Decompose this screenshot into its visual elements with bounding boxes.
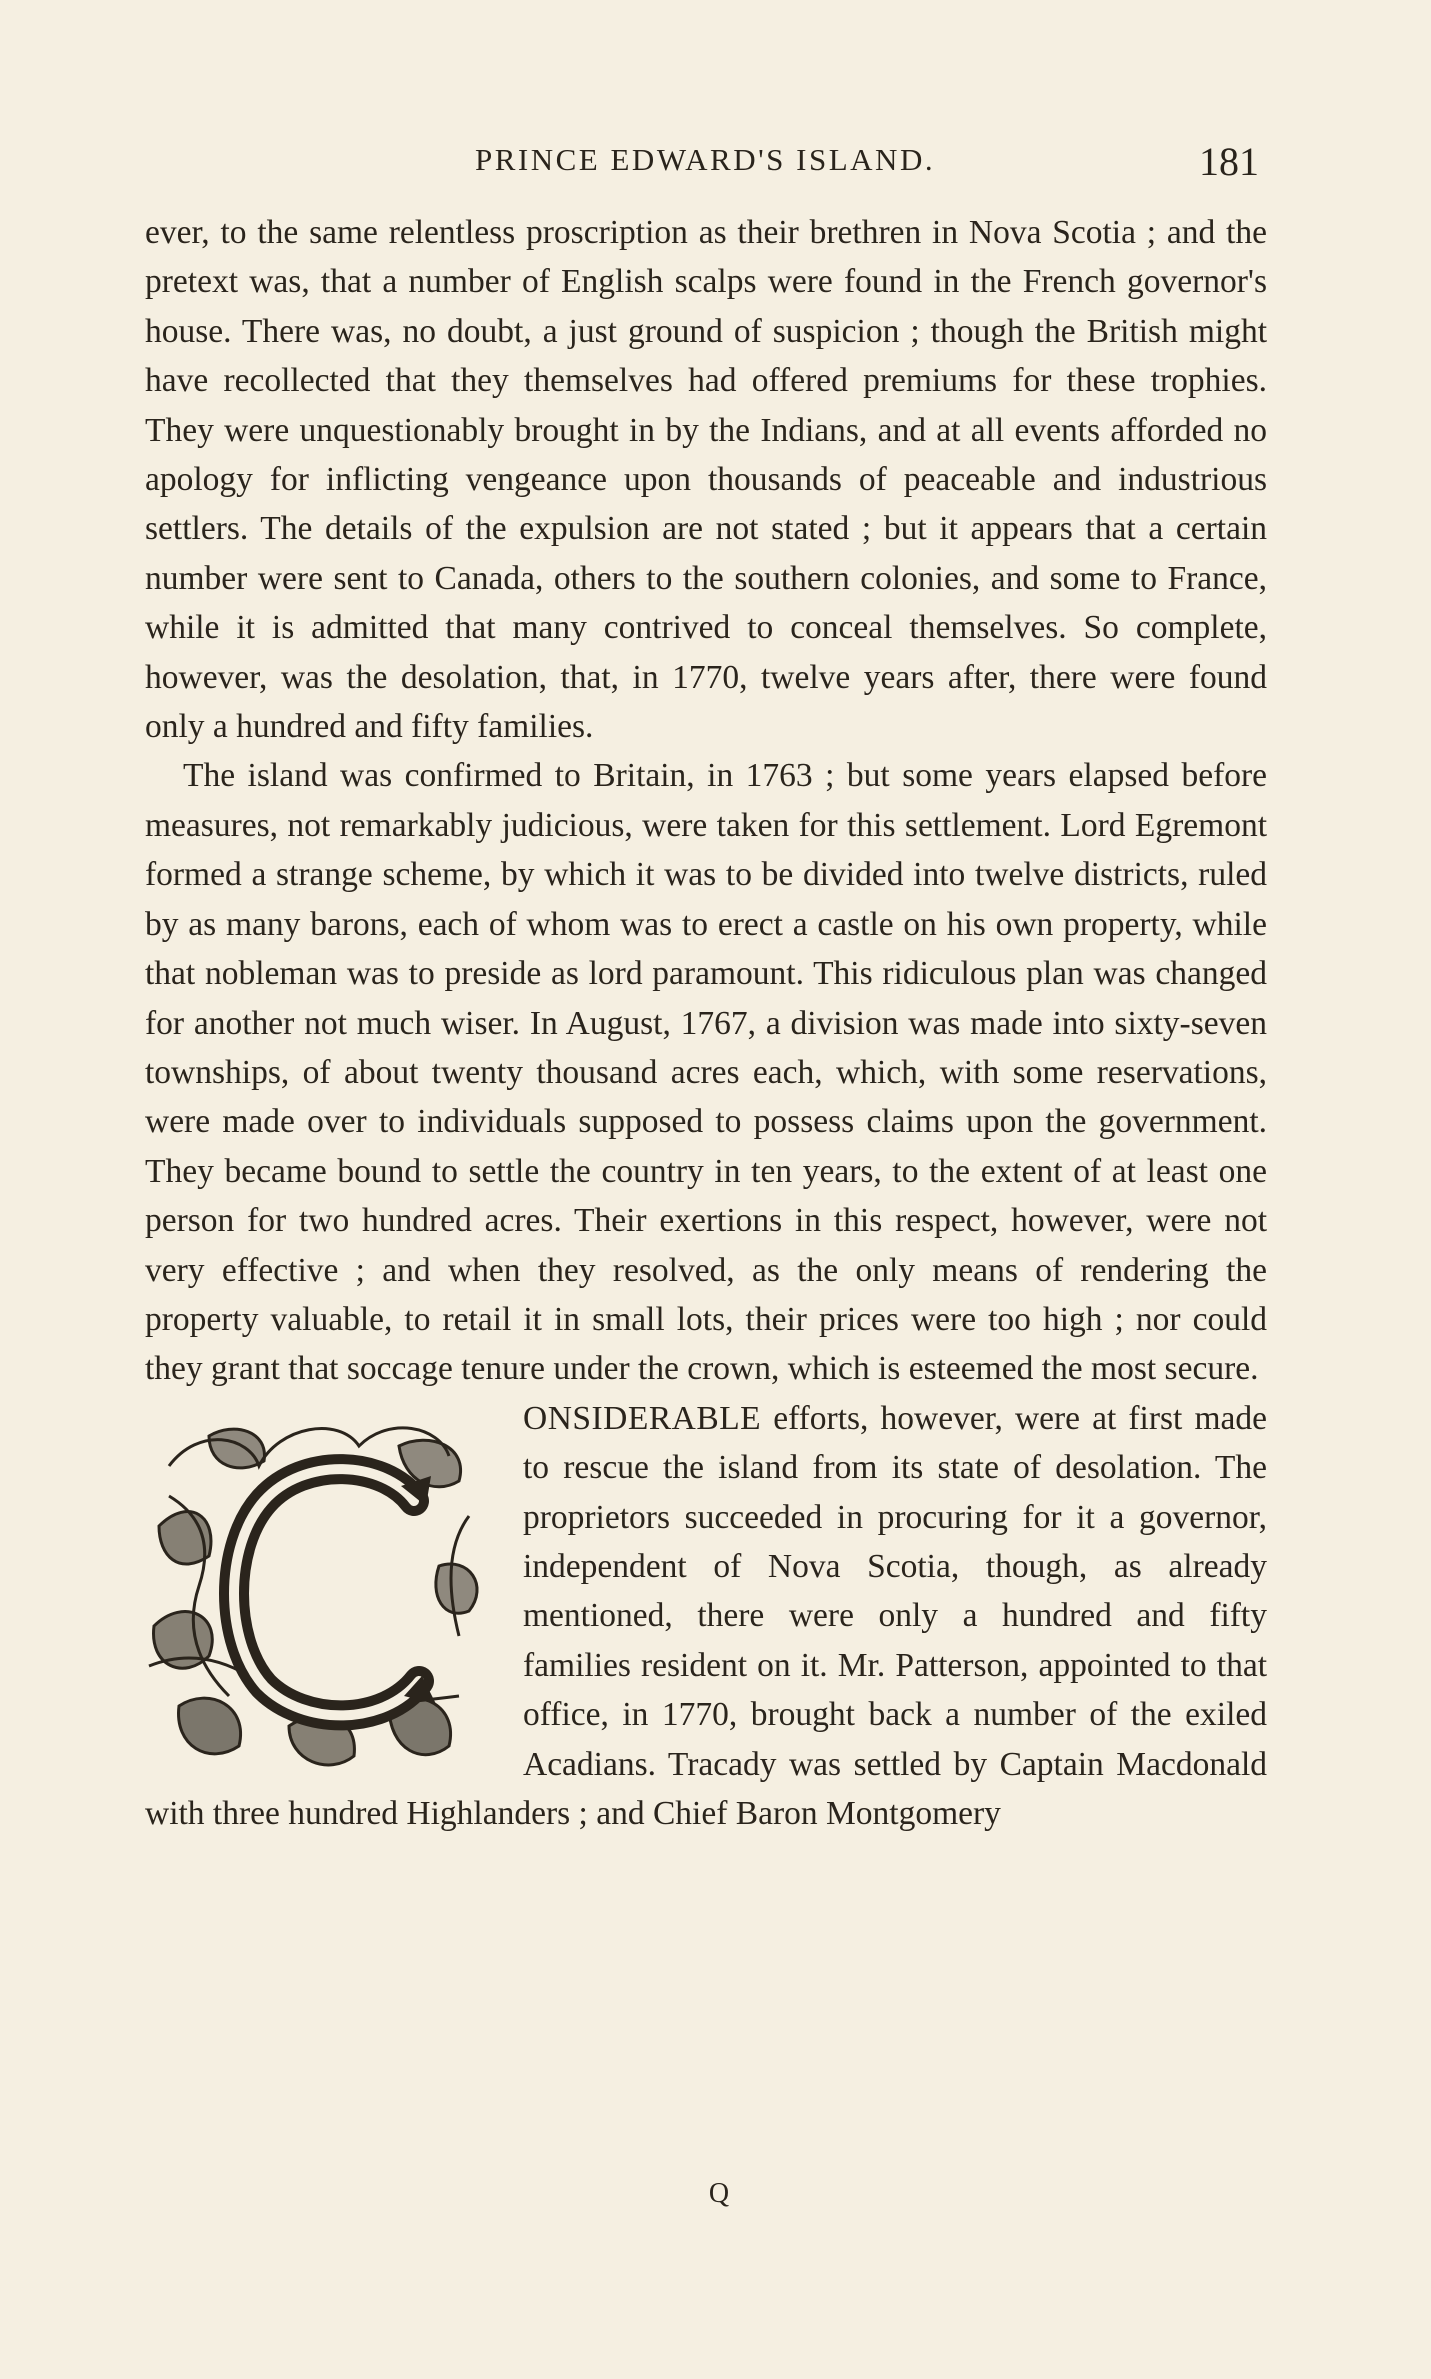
ornamental-initial-c-icon [139, 1406, 509, 1781]
running-head [145, 138, 1265, 188]
paragraph-1: ever, to the same relentless proscription as their brethren in Nova Scotia ; and the pretext was, that a number of English scalps were found in the French governor's house. There was, no doubt, a just ground of suspicion ; though the British might have recollected that they themselves had offered premiums for these trophies. They were unquestionably brought in by the Indians, and at all events afforded no apology for inflicting vengeance upon thousands of peaceable and industrious settlers. The details of the expulsion are not stated ; but it appears that a certain number were sent to Canada, others to the southern colonies, and some to France, while it is admitted that many contrived to conceal themselves. So complete, however, was the desolation, that, in 1770, twelve years after, there were found only a hundred and fifty families. [145, 214, 1267, 746]
paragraph-3 [145, 1394, 1267, 1839]
body-text [145, 208, 1267, 1838]
initial-word: ONSIDERABLE [523, 1399, 762, 1437]
page-number: 181 [1199, 139, 1259, 184]
paragraph-2: The island was confirmed to Britain, in 1763 ; but some years elapsed before measures, not remarkably judicious, were taken for this settlement. Lord Egremont formed a strange scheme, by which it was to be divided into twelve districts, ruled by as many barons, each of whom was to erect a castle on his own property, while that nobleman was to preside as lord paramount. This ridiculous plan was changed for another not much wiser. In August, 1767, a division was made into sixty-seven townships, of about twenty thousand acres each, which, with some reservations, were made over to individuals supposed to possess claims upon the government. They became bound to settle the country in ten years, to the extent of at least one person for two hundred acres. Their exertions in this respect, however, were not very effective ; and when they resolved, as the only means of rendering the property valuable, to retail it in small lots, their prices were too high ; nor could they grant that soccage tenure under the crown, which is esteemed the most secure. [145, 757, 1267, 1388]
signature-mark: Q [708, 2178, 731, 2209]
running-head-title: PRINCE EDWARD'S ISLAND. [475, 142, 936, 177]
paragraph-3-text: efforts, however, were at first made to rescue the island from its state of desolation. The proprietors succeeded in procuring for it a governor, independent of Nova Scotia, though, as already mentioned, there were only a hundred and fifty families resident on it. Mr. Patterson, appointed to that office, in 1770, brought back a number of the exiled Acadians. Tracady was settled by Captain Macdonald with three hundred Highlanders ; and Chief Baron Montgomery [145, 1399, 1267, 1832]
